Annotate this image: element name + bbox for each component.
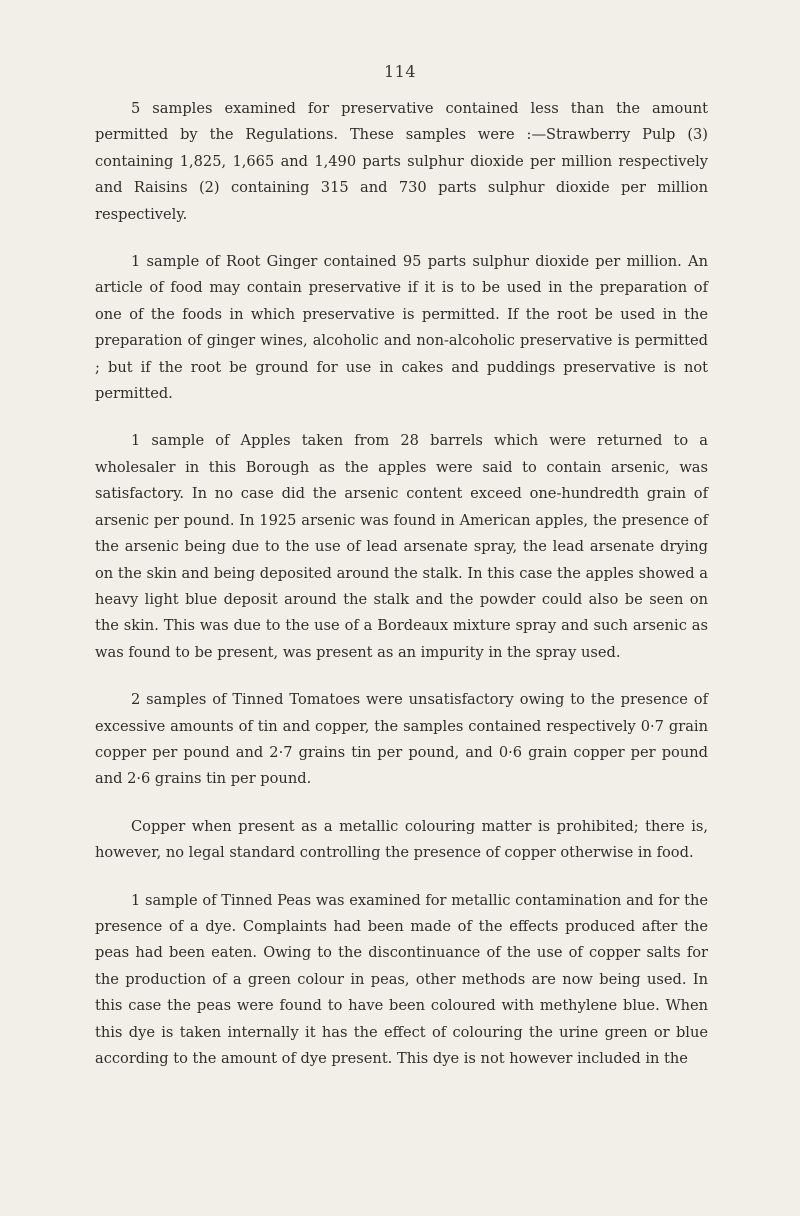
paragraph-root-ginger: 1 sample of Root Ginger contained 95 parts sulphur dioxide per million. An article of food may contain preservative if it is to be used in the preparation of one of the foods in which preservative is permitted. If the root be used in the preparation of ginger wines, alcoholic and non-alcoholic preservative is permitted ; but if the root be ground for use in cakes and puddings preservative is not permitted. [95,253,708,403]
paragraph-tinned-tomatoes: 2 samples of Tinned Tomatoes were unsatisfactory owing to the presence of excessive amounts of tin and copper, the samples contained respectively 0·7 grain copper per pound and 2·7 grains tin per pound, and 0·6 grain copper per pound and 2·6 grains tin per pound. [95,691,708,788]
paragraph-apples-arsenic: 1 sample of Apples taken from 28 barrels which were returned to a wholesaler in this Borough as the apples were said to contain arsenic, was satisfactory. In no case did the arsenic content exceed one-hundredth grain of arsenic per pound. In 1925 arsenic was found in American apples, the presence of the arsenic being due to the use of lead arsenate spray, the lead arsenate drying on the skin and being deposited around the stalk. In this case the apples showed a heavy light blue deposit around the stalk and the powder could also be seen on the skin. This was due to the use of a Bordeaux mixture spray and such arsenic as was found to be present, was present as an impurity in the spray used. [95,432,708,661]
paragraph-copper-colouring: Copper when present as a metallic colouring matter is prohibited; there is, however, no legal standard controlling the presence of copper otherwise in food. [95,817,708,862]
paragraph-preservative-samples: 5 samples examined for preservative contained less than the amount permitted by the Regulations. These samples were :—Strawberry Pulp (3) containing 1,825, 1,665 and 1,490 parts sulphur dioxide per million respectively and Raisins (2) containing 315 and 730 parts sulphur dioxide per million respectively. [95,100,708,223]
page-number: 114 [383,62,417,81]
body-text [95,96,708,1093]
paragraph-tinned-peas: 1 sample of Tinned Peas was examined for metallic contamination and for the presence of a dye. Complaints had been made of the effects produced after the peas had been eaten. Owing to the discontinuance of the use of copper salts for the production of a green colour in peas, other methods are now being used. In this case the peas were found to have been coloured with methylene blue. When this dye is taken internally it has the effect of colouring the urine green or blue according to the amount of dye present. This dye is not however included in the [95,891,708,1067]
